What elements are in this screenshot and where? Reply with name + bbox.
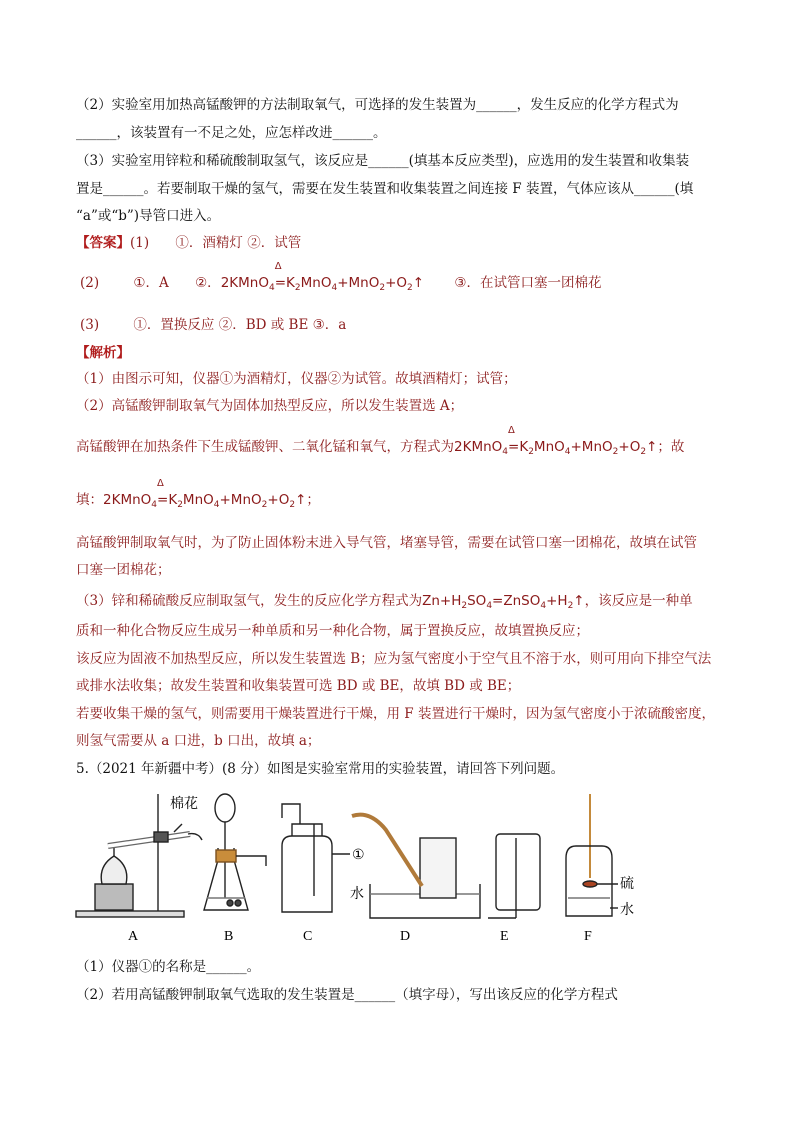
apparatus-b xyxy=(204,794,266,910)
label-d: D xyxy=(400,929,411,944)
answer-item-2-3: ③．在试管口塞一团棉花 xyxy=(454,275,602,291)
answer-line3 xyxy=(80,316,346,334)
q5-2: （2）若用高锰酸钾制取氧气选取的发生装置是______（填字母），写出该反应的化学方程式 xyxy=(76,987,618,1003)
answer-item-2-2: ②． xyxy=(195,275,221,291)
label-water-f: 水 xyxy=(620,903,634,918)
analysis-p11: 若要收集干燥的氢气，则需要用干燥装置进行干燥，用 F 装置进行干燥时，因为氢气密度小于浓硫酸密度， xyxy=(76,706,715,722)
analysis-tag: 【解析】 xyxy=(76,345,130,361)
label-a: A xyxy=(128,929,139,944)
equation-kmno4-1: 2KMnO$_4$= Δ $K_2MnO_4+MnO_2+O_2↑$ xyxy=(220,261,425,293)
answer-tag: 【答案】 xyxy=(76,235,130,251)
label-f: F xyxy=(584,929,592,944)
analysis-p1: （1）由图示可知，仪器①为酒精灯，仪器②为试管。故填酒精灯；试管； xyxy=(76,371,517,387)
answer-num-3: (3) xyxy=(80,317,100,333)
analysis-p8: 质和一种化合物反应生成另一种单质和另一种化合物，属于置换反应，故填置换反应； xyxy=(76,623,589,639)
analysis-p5: 高锰酸钾制取氧气时，为了防止固体粉末进入导气管，堵塞导管，需要在试管口塞一团棉花，故填在试管 xyxy=(76,535,697,551)
analysis-p4: 填：2KMnO$_4$= Δ $K_2MnO_4+MnO_2+O_2↑$； xyxy=(76,478,320,510)
label-b: B xyxy=(224,929,234,944)
q3-line1: （3）实验室用锌粒和稀硫酸制取氢气，该反应是______(填基本反应类型)，应选用的发生装置和收集装 xyxy=(76,153,690,169)
q2-line2: ______，该装置有一不足之处，应怎样改进______。 xyxy=(76,125,387,141)
q2-line1: （2）实验室用加热高锰酸钾的方法制取氧气，可选择的发生装置为______，发生反应的化学方程式为 xyxy=(76,97,679,113)
analysis-p9: 该反应为固液不加热型反应，所以发生装置选 B；应为氢气密度小于空气且不溶于水，则可用向下排空气法 xyxy=(76,651,712,667)
apparatus-figure xyxy=(70,786,640,946)
answer-items-3: ①．置换反应 ②．BD 或 BE ③．a xyxy=(133,317,347,333)
apparatus-e xyxy=(488,834,540,918)
answer-num-2: (2) xyxy=(80,275,100,291)
answer-item-2-1: ①．A xyxy=(133,275,169,291)
apparatus-f xyxy=(566,794,618,916)
label-c: C xyxy=(303,929,313,944)
equation-zn-h2so4: $Zn+H_2SO_4=ZnSO_4+H_2↑$ xyxy=(422,593,585,611)
label-cotton: 棉花 xyxy=(170,797,198,812)
q3-line2: 置是______。若要制取干燥的氢气，需要在发生装置和收集装置之间连接 F 装置，气体应该从______(填 xyxy=(76,181,694,197)
equation-kmno4-2: 2KMnO$_4$= Δ $K_2MnO_4+MnO_2+O_2↑$ xyxy=(454,425,658,457)
analysis-p7: （3）锌和稀硫酸反应制取氢气，发生的反应化学方程式为$Zn+H_2SO_4=ZnSO_4+H_2↑$，该反应是一种单 xyxy=(76,593,693,611)
apparatus-d xyxy=(352,815,480,918)
analysis-p6: 口塞一团棉花； xyxy=(76,562,171,578)
analysis-p12: 则氢气需要从 a 口进，b 口出，故填 a； xyxy=(76,733,321,749)
answer-items-1: ①．酒精灯 ②．试管 xyxy=(175,235,302,251)
label-instrument-1: ① xyxy=(352,848,365,863)
analysis-p3: 高锰酸钾在加热条件下生成锰酸钾、二氧化锰和氧气，方程式为2KMnO$_4$= Δ $K_2MnO_4+MnO_2+O_2↑$；故 xyxy=(76,425,685,457)
answer-num-1: (1) xyxy=(130,235,150,251)
label-sulfur: 硫 xyxy=(620,877,634,892)
q5-1: （1）仪器①的名称是______。 xyxy=(76,959,261,975)
analysis-p2: （2）高锰酸钾制取氧气为固体加热型反应，所以发生装置选 A； xyxy=(76,398,464,414)
answer-line1 xyxy=(76,234,301,252)
equation-kmno4-3: 2KMnO$_4$= Δ $K_2MnO_4+MnO_2+O_2↑$ xyxy=(103,478,307,510)
q3-line3: “a”或“b”)导管口进入。 xyxy=(76,208,221,224)
answer-line2 xyxy=(80,261,602,297)
apparatus-a xyxy=(76,794,202,917)
apparatus-c xyxy=(282,804,350,912)
q5-title: 5.（2021 年新疆中考）(8 分）如图是实验室常用的实验装置，请回答下列问题。 xyxy=(76,761,565,777)
label-e: E xyxy=(500,929,509,944)
label-water-d: 水 xyxy=(350,887,364,902)
analysis-p10: 或排水法收集；故发生装置和收集装置可选 BD 或 BE，故填 BD 或 BE； xyxy=(76,678,521,694)
